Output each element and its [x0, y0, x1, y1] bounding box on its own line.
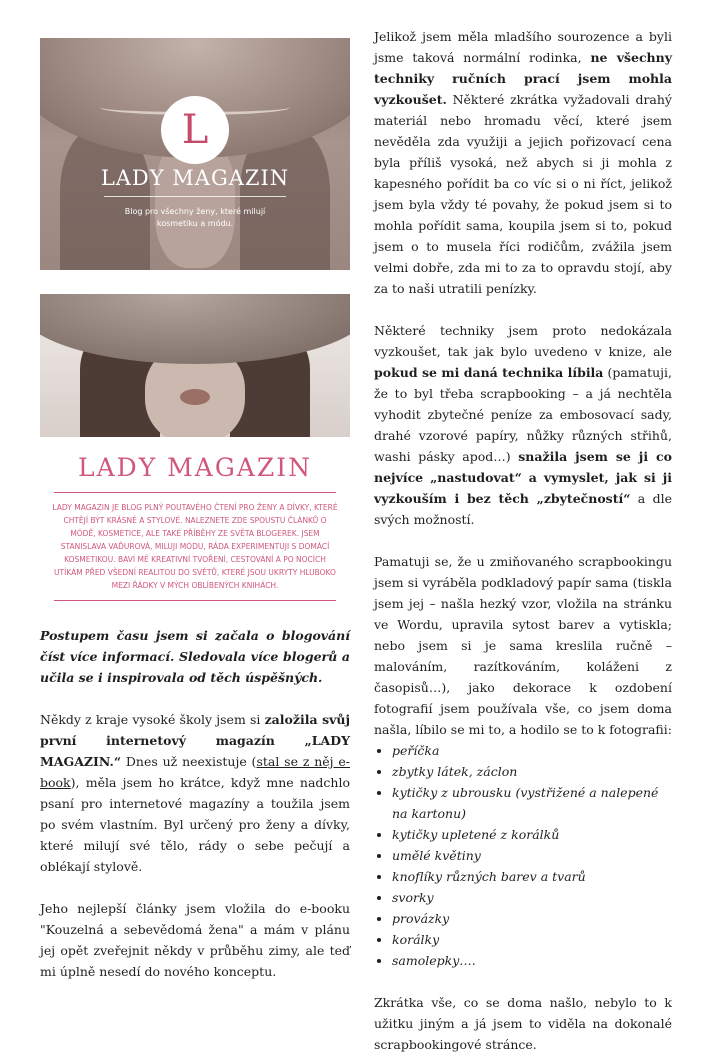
right-column [374, 26, 672, 1055]
divider [54, 600, 336, 601]
list-item: • kytičky upletené z korálků [392, 824, 672, 845]
magazine-description: LADY MAGAZIN JE BLOG PLNÝ POUTAVÉHO ČTENÍ PRO ŽENY A DÍVKY, KTERÉ CHTĚJÍ BÝT KRÁSNÉ A STYLOVÉ. NALEZNETE ZDE SPOUSTU ČLÁNKŮ O MÓDĚ, KOSMETICE, ALE TAKÉ PŘÍBĚHY ZE SVĚTA BLOGEREK. JSEM STANISLAVA VAĎUROVÁ, MILUJI MÓDU, RÁDA EXPERIMENTUJI S DOMÁCÍ KOSMETIKOU. BAVÍ MĚ KREATIVNÍ TVOŘENÍ, CESTOVÁNÍ A PO NOCÍCH UTÍKÁM PŘED VŠEDNÍ REALITOU DO SVĚTŮ, KTERÉ JSOU UKRYTY HLUBOKO MEZI ŘÁDKY V MÝCH OBLÍBENÝCH KNIHÁCH. [52, 503, 338, 590]
logo-icon: L [161, 96, 229, 164]
banner-subtitle: Blog pro všechny ženy, které milují kosmetiku a módu. [124, 207, 266, 228]
banner-title: LADY MAGAZIN [100, 166, 290, 190]
list-item: • knoflíky různých barev a tvarů [392, 866, 672, 887]
paragraph: Někdy z kraje vysoké školy jsem si založila svůj první internetový magazín „LADY MAGAZIN.“ Dnes už neexistuje (stal se z něj e-book), měla jsem ho krátce, když mne nadchlo psaní pro internetové magazíny a toužila jsem po svém vlastním. Byl určený pro ženy a dívky, které milují své tělo, rády o sebe pečují a oblékají stylově. [40, 712, 351, 874]
paragraph: Jeho nejlepší články jsem vložila do e-booku "Kouzelná a sebevědomá žena" a mám v plánu jej opět zveřejnit někdy v průběhu zimy, ale teď mi úplně nesedí do nového konceptu. [40, 901, 350, 979]
paragraph: Zkrátka vše, co se doma našlo, nebylo to k užitku jiným a já jsem to viděla na dokonalé scrapbookingové stránce. [374, 995, 672, 1052]
decorations-list [374, 740, 672, 971]
list-item: • umělé květiny [392, 845, 672, 866]
list-item: • korálky [392, 929, 672, 950]
ebook-link[interactable]: stal se z něj e-book [40, 754, 351, 790]
list-item: • provázky [392, 908, 672, 929]
left-column [40, 38, 350, 982]
divider [54, 492, 336, 493]
intro-paragraph: Postupem času jsem si začala o blogování číst více informací. Sledovala více blogerů a učila se i inspirovala od těch úspěšných. [40, 628, 350, 685]
list-item: • kytičky z ubrousku (vystřižené a nalepené na kartonu) [392, 782, 672, 824]
paragraph: Jelikož jsem měla mladšího sourozence a byli jsme taková normální rodinka, ne všechny techniky ručních prací jsem mohla vyzkoušet. Některé zkrátka vyžadovali drahý materiál nebo hromadu věcí, které jsem nevěděla zda využiji a jejich pořizovací cena byla příliš vysoká, než abych si ji mohla z kapesného pořídit ba co víc si o ni říct, jelikož jsem byla vždy té povahy, že pokud jsem si to mohla pořídit sama, koupila jsem si to, pokud jsem o to musela říci rodičům, zvážila jsem velmi dobře, zda mi to za to opravdu stojí, aby za to naši utratili penízky. [374, 29, 672, 296]
banner-divider [104, 196, 286, 197]
lady-magazin-banner-image [40, 38, 350, 270]
list-item: • zbytky látek, záclon [392, 761, 672, 782]
list-item: • samolepky…. [392, 950, 672, 971]
magazine-title: LADY MAGAZIN [78, 453, 312, 482]
paragraph: Pamatuji se, že u zmiňovaného scrapbookingu jsem si vyráběla podkladový papír sama (tiskla jsem jej – našla hezký vzor, vložila na stránku ve Wordu, upravila sytost barev a vytiskla; nebo jsem si je sama kreslila ručně – malováním, razítkováním, koláženi z časopisů…), jako dekorace k ozdobení fotografií jsem používala vše, co jsem doma našla, líbilo se mi to, a hodilo se to k fotografii: [374, 554, 672, 737]
list-item: • svorky [392, 887, 672, 908]
list-item: • peříčka [392, 740, 672, 761]
paragraph: Některé techniky jsem proto nedokázala vyzkoušet, tak jak bylo uvedeno v knize, ale pokud se mi daná technika líbila (pamatuji, že to byl třeba scrapbooking – a já nechtěla vyhodit zbytečné peníze za embosovací sady, drahé vzorové papíry, nůžky různých střihů, washi pásky apod…) snažila jsem se ji co nejvíce „nastudovat“ a vymyslet, jak si ji vyzkouším i bez těch „zbytečností“ a dle svých možností. [374, 323, 672, 527]
woman-hat-photo [40, 294, 350, 437]
